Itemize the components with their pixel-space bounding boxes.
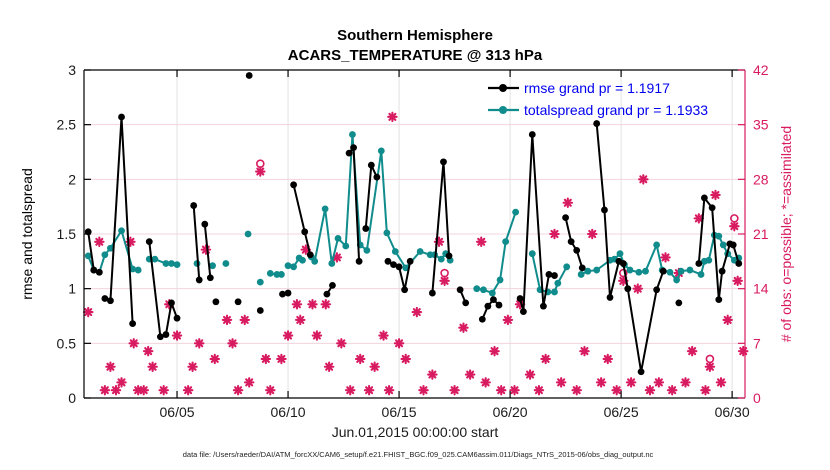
x-tick-label: 06/30 bbox=[714, 404, 750, 420]
data-point bbox=[301, 228, 308, 235]
y-tick-label-left: 0 bbox=[68, 390, 76, 406]
data-point bbox=[720, 242, 727, 249]
data-point bbox=[363, 247, 370, 254]
data-point bbox=[383, 230, 390, 237]
data-point bbox=[638, 368, 645, 375]
chart-title-line1: Southern Hemisphere bbox=[337, 27, 493, 44]
data-point bbox=[653, 242, 660, 249]
data-point bbox=[324, 291, 331, 298]
data-point bbox=[593, 120, 600, 127]
y-tick-label-left: 1 bbox=[68, 280, 76, 297]
data-point bbox=[401, 286, 408, 293]
data-point bbox=[473, 285, 480, 292]
data-point bbox=[563, 263, 570, 270]
y-tick-label-left: 2 bbox=[68, 171, 76, 188]
data-point bbox=[715, 233, 722, 240]
legend-marker-totalspread bbox=[499, 106, 507, 114]
y-tick-label-left: 3 bbox=[68, 62, 76, 78]
y-axis-label-right: # of obs: o=possible; *=assimilated bbox=[778, 125, 794, 343]
legend-label-totalspread: totalspread grand pr = 1.1933 bbox=[524, 102, 709, 118]
data-point bbox=[675, 299, 682, 306]
data-point bbox=[378, 148, 385, 155]
data-point bbox=[342, 243, 349, 250]
data-point bbox=[290, 181, 297, 188]
data-point bbox=[660, 268, 667, 275]
x-tick-label: 06/15 bbox=[381, 404, 417, 420]
data-point bbox=[368, 162, 375, 169]
data-point bbox=[392, 248, 399, 255]
data-point bbox=[698, 271, 705, 278]
data-point bbox=[346, 150, 353, 157]
data-point bbox=[719, 268, 726, 275]
data-point bbox=[257, 279, 264, 286]
data-point bbox=[207, 274, 214, 281]
data-point bbox=[118, 227, 125, 234]
data-point bbox=[322, 205, 329, 212]
data-point bbox=[579, 264, 586, 271]
data-point bbox=[529, 131, 536, 138]
data-point bbox=[417, 248, 424, 255]
data-point bbox=[479, 316, 486, 323]
data-point bbox=[190, 202, 197, 209]
data-point bbox=[201, 221, 208, 228]
data-point bbox=[484, 303, 491, 310]
data-point bbox=[174, 261, 181, 268]
data-point bbox=[429, 290, 436, 297]
data-point bbox=[517, 295, 524, 302]
data-point bbox=[329, 282, 336, 289]
data-point bbox=[335, 235, 342, 242]
assimilated-obs-markers bbox=[84, 113, 747, 395]
data-point bbox=[146, 238, 153, 245]
data-point bbox=[257, 307, 264, 314]
data-point bbox=[356, 258, 363, 265]
data-point bbox=[687, 267, 694, 274]
data-point bbox=[290, 263, 297, 270]
data-point bbox=[362, 225, 369, 232]
data-point bbox=[278, 271, 285, 278]
data-point bbox=[168, 299, 175, 306]
data-point bbox=[529, 250, 536, 257]
data-point bbox=[462, 299, 469, 306]
data-point bbox=[607, 294, 614, 301]
y-axis-label-left: rmse and totalspread bbox=[19, 168, 35, 300]
data-point bbox=[562, 214, 569, 221]
data-point bbox=[135, 267, 142, 274]
data-point bbox=[349, 131, 356, 138]
data-point bbox=[502, 238, 509, 245]
data-point bbox=[573, 247, 580, 254]
data-point bbox=[440, 158, 447, 165]
y-tick-label-right: 42 bbox=[753, 62, 769, 78]
y-tick-label-right: 14 bbox=[753, 280, 769, 297]
totalspread-series bbox=[85, 131, 742, 296]
data-point bbox=[438, 256, 445, 263]
data-point bbox=[489, 290, 496, 297]
data-point bbox=[480, 286, 487, 293]
data-point bbox=[715, 296, 722, 303]
data-point bbox=[245, 231, 252, 238]
data-point bbox=[118, 114, 125, 121]
data-point bbox=[246, 72, 253, 79]
data-point bbox=[490, 296, 497, 303]
data-point bbox=[695, 260, 702, 267]
data-point bbox=[129, 320, 136, 327]
y-tick-label-left: 1.5 bbox=[56, 226, 76, 242]
data-point bbox=[285, 290, 292, 297]
data-point bbox=[667, 269, 674, 276]
data-point bbox=[307, 251, 314, 258]
data-point bbox=[457, 286, 464, 293]
data-point bbox=[350, 144, 357, 151]
data-point bbox=[373, 174, 380, 181]
data-point bbox=[196, 277, 203, 284]
legend-marker-rmse bbox=[499, 84, 507, 92]
data-point bbox=[496, 302, 503, 309]
data-point bbox=[642, 268, 649, 275]
data-point bbox=[617, 250, 624, 257]
data-point bbox=[101, 251, 108, 258]
data-point bbox=[593, 267, 600, 274]
data-point bbox=[446, 252, 453, 259]
y-tick-label-right: 7 bbox=[753, 335, 761, 352]
data-file-path: data file: /Users/raeder/DAI/ATM_forcXX/CAM6_setup/f.e21.FHIST_BGC.f09_025.CAM6assim.011/Diags_NTrS_2015-06/obs_diag_output.nc bbox=[182, 450, 654, 459]
data-point bbox=[540, 303, 547, 310]
y-tick-label-right: 0 bbox=[753, 390, 761, 406]
data-point bbox=[624, 285, 631, 292]
data-point bbox=[673, 277, 680, 284]
data-point bbox=[520, 308, 527, 315]
chart-title-line2: ACARS_TEMPERATURE @ 313 hPa bbox=[287, 47, 543, 64]
data-point bbox=[578, 271, 585, 278]
possible-obs-point bbox=[441, 270, 448, 277]
data-point bbox=[551, 272, 558, 279]
data-point bbox=[635, 269, 642, 276]
x-tick-label: 06/05 bbox=[159, 404, 195, 420]
x-tick-label: 06/10 bbox=[270, 404, 306, 420]
x-tick-label: 06/20 bbox=[492, 404, 528, 420]
y-tick-label-left: 0.5 bbox=[56, 335, 76, 352]
data-point bbox=[551, 289, 558, 296]
data-point bbox=[601, 207, 608, 214]
legend-label-rmse: rmse grand pr = 1.1917 bbox=[524, 80, 670, 96]
data-point bbox=[709, 204, 716, 211]
y-tick-label-right: 28 bbox=[753, 171, 769, 188]
data-point bbox=[620, 260, 627, 267]
y-tick-label-right: 35 bbox=[753, 116, 769, 133]
data-point bbox=[235, 298, 242, 305]
data-point bbox=[512, 209, 519, 216]
x-tick-label: 06/25 bbox=[603, 404, 639, 420]
data-point bbox=[735, 260, 742, 267]
possible-obs-point bbox=[257, 160, 264, 167]
data-point bbox=[163, 331, 170, 338]
data-point bbox=[174, 315, 181, 322]
data-point bbox=[407, 258, 414, 265]
data-point bbox=[311, 258, 318, 265]
data-point bbox=[222, 260, 229, 267]
data-point bbox=[328, 260, 335, 267]
y-tick-label-right: 21 bbox=[753, 226, 769, 242]
data-point bbox=[701, 195, 708, 202]
data-point bbox=[267, 270, 274, 277]
legend bbox=[488, 80, 708, 118]
data-point bbox=[705, 257, 712, 264]
data-point bbox=[96, 269, 103, 276]
data-point bbox=[396, 263, 403, 270]
data-point bbox=[107, 297, 114, 304]
possible-obs-point bbox=[706, 355, 713, 362]
y-tick-label-left: 2.5 bbox=[56, 116, 76, 133]
data-point bbox=[299, 257, 306, 264]
data-point bbox=[554, 280, 561, 287]
x-axis-label: Jun.01,2015 00:00:00 start bbox=[331, 424, 499, 440]
data-point bbox=[730, 242, 737, 249]
data-point bbox=[212, 298, 219, 305]
data-point bbox=[497, 277, 504, 284]
data-point bbox=[568, 238, 575, 245]
data-point bbox=[653, 286, 660, 293]
data-point bbox=[627, 267, 634, 274]
data-point bbox=[678, 268, 685, 275]
